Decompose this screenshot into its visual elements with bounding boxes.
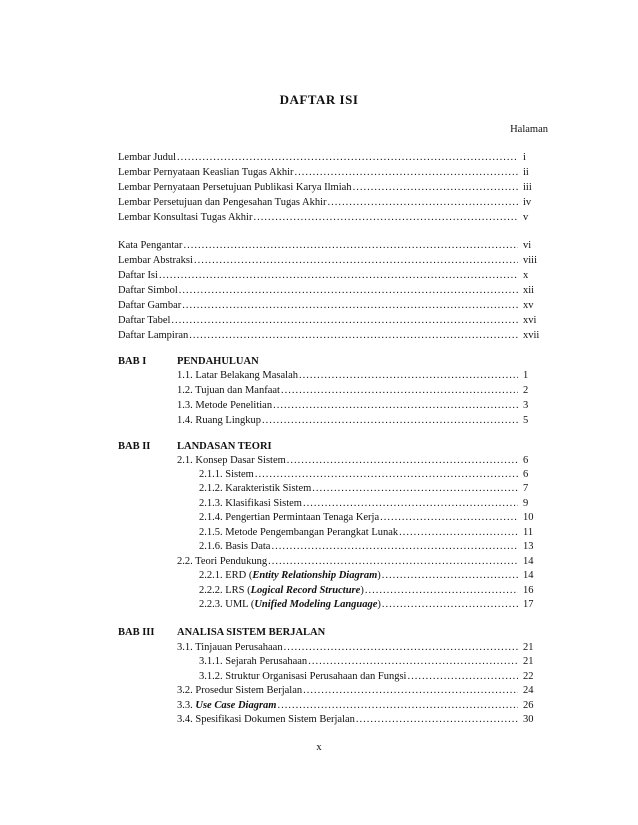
toc-entry-page: 22	[523, 671, 534, 682]
toc-entry-page: 21	[523, 642, 534, 653]
chapter-title: LANDASAN TEORI	[177, 441, 272, 452]
toc-entry-page: 14	[523, 556, 534, 567]
toc-entry[interactable]	[0, 569, 638, 583]
halaman-label: Halaman	[510, 124, 548, 135]
chapter-label: BAB I	[118, 356, 147, 367]
toc-entry[interactable]	[0, 540, 638, 554]
toc-entry-page: 11	[523, 527, 534, 538]
toc-entry[interactable]	[0, 641, 638, 655]
toc-entry-page: x	[523, 270, 529, 281]
toc-entry-page: 7	[523, 483, 529, 494]
toc-entry-page: 17	[523, 599, 534, 610]
toc-entry[interactable]	[0, 329, 638, 343]
toc-entry-page: xv	[523, 300, 534, 311]
toc-entry-label: Daftar Lampiran	[118, 330, 189, 341]
toc-entry-label: 3.1.2. Struktur Organisasi Perusahaan dan Fungsi	[199, 671, 407, 682]
toc-entry-label: 2.2.1. ERD (Entity Relationship Diagram)	[199, 570, 381, 581]
toc-entry[interactable]	[0, 254, 638, 268]
toc-entry[interactable]	[0, 399, 638, 413]
toc-entry-page: xvii	[523, 330, 540, 341]
toc-entry-label: 1.3. Metode Penelitian	[177, 400, 273, 411]
toc-entry[interactable]	[0, 454, 638, 468]
toc-entry-label: 3.3. Use Case Diagram	[177, 700, 277, 711]
toc-entry-page: i	[523, 152, 526, 163]
toc-entry-page: 14	[523, 570, 534, 581]
toc-entry[interactable]	[0, 555, 638, 569]
toc-entry[interactable]	[0, 284, 638, 298]
toc-entry[interactable]	[0, 670, 638, 684]
toc-entry-page: viii	[523, 255, 538, 266]
toc-entry-page: 5	[523, 415, 529, 426]
toc-entry-label: 3.1.1. Sejarah Perusahaan	[199, 656, 308, 667]
toc-entry[interactable]	[0, 196, 638, 210]
toc-entry-page: 30	[523, 714, 534, 725]
toc-entry[interactable]	[0, 497, 638, 511]
toc-entry-label: 1.4. Ruang Lingkup	[177, 415, 261, 426]
toc-entry[interactable]	[0, 384, 638, 398]
chapter-heading	[0, 355, 638, 369]
toc-entry-page: 6	[523, 469, 529, 480]
toc-entry[interactable]	[0, 299, 638, 313]
toc-entry[interactable]	[0, 166, 638, 180]
toc-entry-page: 21	[523, 656, 534, 667]
toc-entry-label: Lembar Konsultasi Tugas Akhir	[118, 212, 253, 223]
toc-entry-page: v	[523, 212, 529, 223]
toc-entry-page: 16	[523, 585, 534, 596]
toc-entry-page: iii	[523, 182, 532, 193]
page-title: DAFTAR ISI	[279, 92, 359, 107]
toc-entry[interactable]	[0, 151, 638, 165]
toc-entry-label: 2.1.1. Sistem	[199, 469, 254, 480]
toc-entry-label: Daftar Tabel	[118, 315, 171, 326]
toc-entry[interactable]	[0, 598, 638, 612]
toc-entry-label: Daftar Isi	[118, 270, 158, 281]
toc-entry-page: xvi	[523, 315, 537, 326]
toc-entry-label: 2.1.2. Karakteristik Sistem	[199, 483, 312, 494]
toc-entry-page: 10	[523, 512, 534, 523]
toc-entry-label: Daftar Simbol	[118, 285, 178, 296]
toc-entry-label: 2.2.3. UML (Unified Modeling Language)	[199, 599, 381, 610]
toc-entry-page: ii	[523, 167, 529, 178]
chapter-title: ANALISA SISTEM BERJALAN	[177, 627, 326, 638]
toc-entry-label: 2.1.5. Metode Pengembangan Perangkat Lunak	[199, 527, 399, 538]
toc-entry-label: 2.2. Teori Pendukung	[177, 556, 268, 567]
toc-entry[interactable]	[0, 684, 638, 698]
toc-entry[interactable]	[0, 713, 638, 727]
toc-entry-page: vi	[523, 240, 532, 251]
toc-entry-label: Lembar Pernyataan Persetujuan Publikasi Karya Ilmiah	[118, 182, 352, 193]
toc-entry-label: 3.1. Tinjauan Perusahaan	[177, 642, 283, 653]
toc-entry-label: Lembar Judul	[118, 152, 177, 163]
toc-entry[interactable]	[0, 269, 638, 283]
toc-entry[interactable]	[0, 369, 638, 383]
toc-entry-page: 2	[523, 385, 529, 396]
chapter-heading	[0, 440, 638, 454]
toc-entry-page: iv	[523, 197, 532, 208]
toc-entry-label: 2.1. Konsep Dasar Sistem	[177, 455, 286, 466]
toc-entry[interactable]	[0, 211, 638, 225]
toc-entry[interactable]	[0, 314, 638, 328]
toc-entry-label: Lembar Pernyataan Keaslian Tugas Akhir	[118, 167, 294, 178]
toc-entry-page: 3	[523, 400, 529, 411]
toc-entry-page: 13	[523, 541, 534, 552]
toc-entry-page: 6	[523, 455, 529, 466]
chapter-label: BAB II	[118, 441, 151, 452]
toc-entry[interactable]	[0, 526, 638, 540]
toc-entry[interactable]	[0, 414, 638, 428]
chapter-title: PENDAHULUAN	[177, 356, 259, 367]
toc-entry[interactable]	[0, 468, 638, 482]
toc-entry-page: xii	[523, 285, 535, 296]
toc-entry[interactable]	[0, 239, 638, 253]
toc-entry-label: Lembar Abstraksi	[118, 255, 193, 266]
toc-entry-page: 26	[523, 700, 534, 711]
toc-entry-page: 24	[523, 685, 534, 696]
toc-entry[interactable]	[0, 482, 638, 496]
chapter-heading	[0, 626, 638, 640]
toc-entry-label: 1.1. Latar Belakang Masalah	[177, 370, 298, 381]
toc-entry-label: 2.2.2. LRS (Logical Record Structure)	[199, 585, 364, 596]
toc-entry-label: 2.1.3. Klasifikasi Sistem	[199, 498, 302, 509]
toc-entry-label: Kata Pengantar	[118, 240, 183, 251]
toc-entry-label: 2.1.4. Pengertian Permintaan Tenaga Kerja	[199, 512, 380, 523]
toc-entry-label: 3.2. Prosedur Sistem Berjalan	[177, 685, 303, 696]
toc-entry-page: 9	[523, 498, 529, 509]
toc-entry[interactable]	[0, 655, 638, 669]
toc-entry[interactable]	[0, 699, 638, 713]
toc-entry[interactable]	[0, 181, 638, 195]
toc-entry-label: Daftar Gambar	[118, 300, 182, 311]
toc-entry-page: 1	[523, 370, 529, 381]
toc-entry[interactable]	[0, 511, 638, 525]
toc-entry-label: 3.4. Spesifikasi Dokumen Sistem Berjalan	[177, 714, 355, 725]
page-number: x	[316, 742, 322, 753]
toc-entry-label: Lembar Persetujuan dan Pengesahan Tugas Akhir	[118, 197, 327, 208]
toc-entry-label: 1.2. Tujuan dan Manfaat	[177, 385, 280, 396]
toc-entry[interactable]	[0, 584, 638, 598]
chapter-label: BAB III	[118, 627, 155, 638]
toc-entry-label: 2.1.6. Basis Data	[199, 541, 271, 552]
